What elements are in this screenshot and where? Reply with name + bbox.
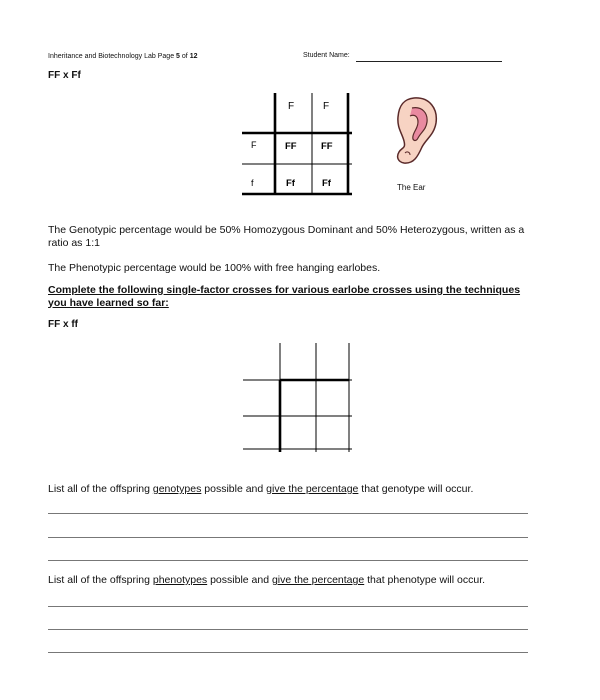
answer-line[interactable] [48, 560, 528, 561]
answer-line[interactable] [48, 513, 528, 514]
punnett1-row-header: f [251, 178, 254, 188]
answer-line[interactable] [48, 606, 528, 607]
genotype-question [48, 483, 568, 496]
cross1-title: FF x Ff [48, 70, 81, 81]
cross2-title: FF x ff [48, 319, 78, 330]
q1-emphasis: give the percentage [266, 483, 359, 495]
student-name-field[interactable] [356, 61, 502, 62]
q1-text: that genotype will occur. [358, 483, 474, 495]
answer-line[interactable] [48, 652, 528, 653]
punnett1-cell: FF [321, 141, 333, 152]
instructions: Complete the following single-factor crosses for various earlobe crosses using the techniques you have learned so far: [48, 284, 521, 309]
punnett1-cell: FF [285, 141, 297, 152]
ear-illustration [392, 95, 442, 167]
phenotype-question [48, 574, 578, 587]
punnett-square-1 [240, 88, 360, 200]
q2-text: possible and [207, 574, 272, 586]
answer-line[interactable] [48, 537, 528, 538]
page-header [48, 53, 197, 60]
q2-text: List all of the offspring [48, 574, 153, 586]
q1-term: genotypes [152, 483, 202, 495]
q2-emphasis: give the percentage [271, 574, 365, 586]
punnett1-cell: Ff [286, 178, 295, 189]
genotypic-statement: The Genotypic percentage would be 50% Homozygous Dominant and 50% Heterozygous, written as a ratio as 1:1 [48, 224, 525, 249]
punnett1-row-header: F [251, 140, 257, 150]
page-of: of [179, 53, 190, 60]
student-name-label: Student Name: [303, 52, 350, 59]
punnett-square-2[interactable] [240, 340, 356, 456]
q1-text: List all of the offspring [48, 483, 153, 495]
course-title: Inheritance and Biotechnology Lab Page [48, 53, 177, 60]
page-total: 12 [189, 53, 198, 60]
q2-term: phenotypes [152, 574, 208, 586]
q1-text: possible and [201, 483, 267, 495]
punnett1-col-header: F [323, 101, 330, 112]
phenotypic-statement: The Phenotypic percentage would be 100% with free hanging earlobes. [48, 262, 381, 274]
ear-caption: The Ear [397, 183, 426, 192]
punnett1-cell: Ff [322, 178, 331, 189]
punnett1-col-header: F [288, 101, 295, 112]
q2-text: that phenotype will occur. [364, 574, 486, 586]
answer-line[interactable] [48, 629, 528, 630]
page-number: 5 [176, 53, 180, 60]
